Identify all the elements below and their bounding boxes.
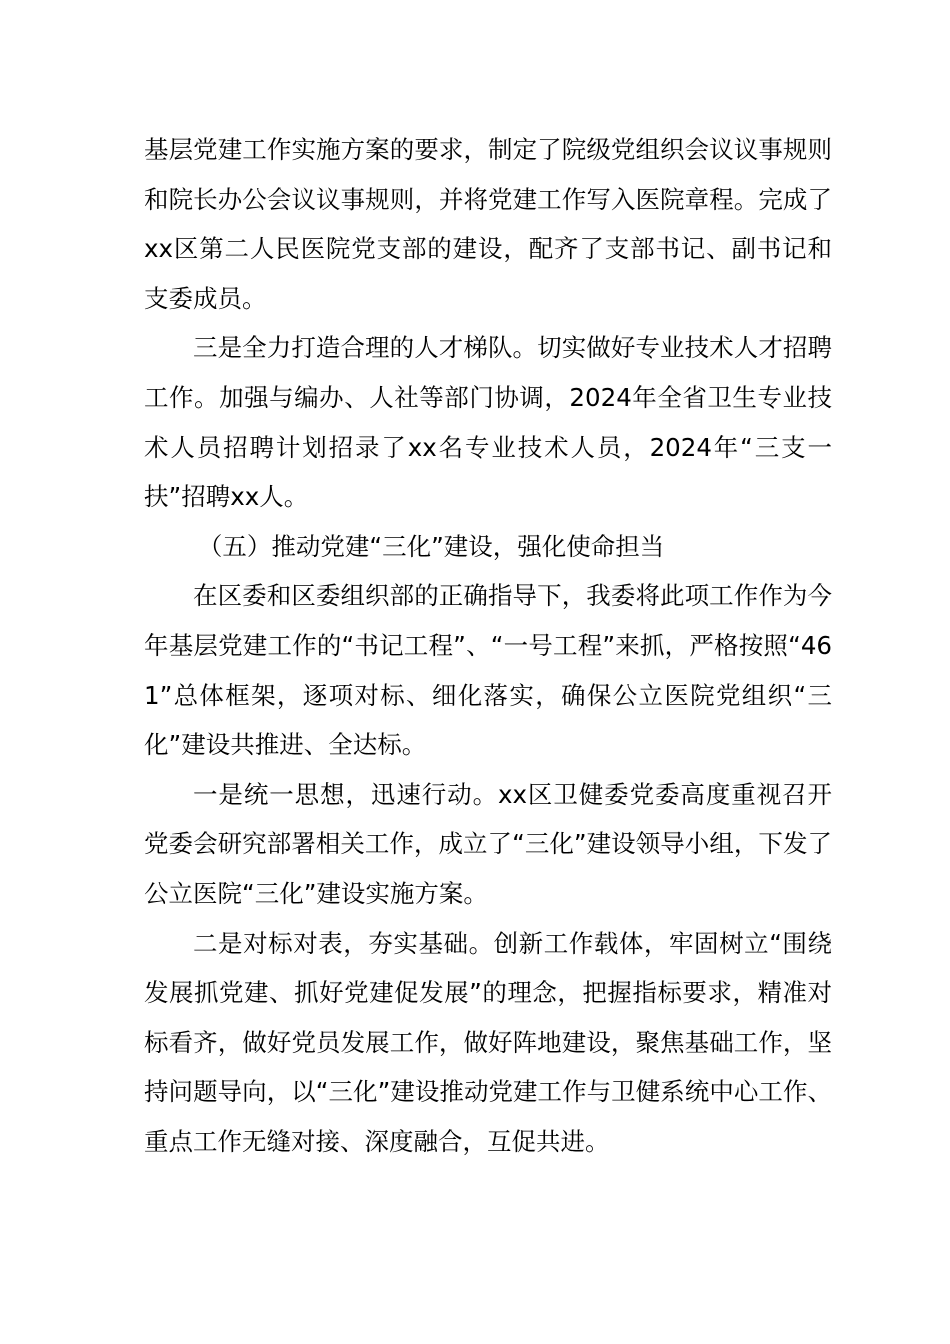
paragraph-benchmark: 二是对标对表，夯实基础。创新工作载体，牢固树立“围绕发展抓党建、抓好党建促发展”的理念，把握指标要求，精准对标看齐，做好党员发展工作，做好阵地建设，聚焦基础工作，坚持问题导向，以“三化”建设推动党建工作与卫健系统中心工作、重点工作无缝对接、深度融合，互促共进。 — [144, 928, 832, 1156]
paragraph-three-modernizations: 在区委和区委组织部的正确指导下，我委将此项工作作为今年基层党建工作的“书记工程”、“一号工程”来抓，严格按照“461”总体框架，逐项对标、细化落实，确保公立医院党组织“三化”建设共推进、全达标。 — [144, 581, 832, 760]
paragraph-talent-team: 三是全力打造合理的人才梯队。切实做好专业技术人才招聘工作。加强与编办、人社等部门协调，2024年全省卫生专业技术人员招聘计划招录了xx名专业技术人员，2024年“三支一扶”招聘xx人。 — [144, 333, 832, 512]
section-heading-five: （五）推动党建“三化”建设，强化使命担当 — [197, 531, 665, 561]
document-body — [144, 125, 832, 1166]
paragraph-party-rules: 基层党建工作实施方案的要求，制定了院级党组织会议议事规则和院长办公会议议事规则，并将党建工作写入医院章程。完成了xx区第二人民医院党支部的建设，配齐了支部书记、副书记和支委成员。 — [144, 135, 832, 313]
paragraph-unify-thinking: 一是统一思想，迅速行动。xx区卫健委党委高度重视召开党委会研究部署相关工作，成立了“三化”建设领导小组，下发了公立医院“三化”建设实施方案。 — [144, 779, 832, 908]
